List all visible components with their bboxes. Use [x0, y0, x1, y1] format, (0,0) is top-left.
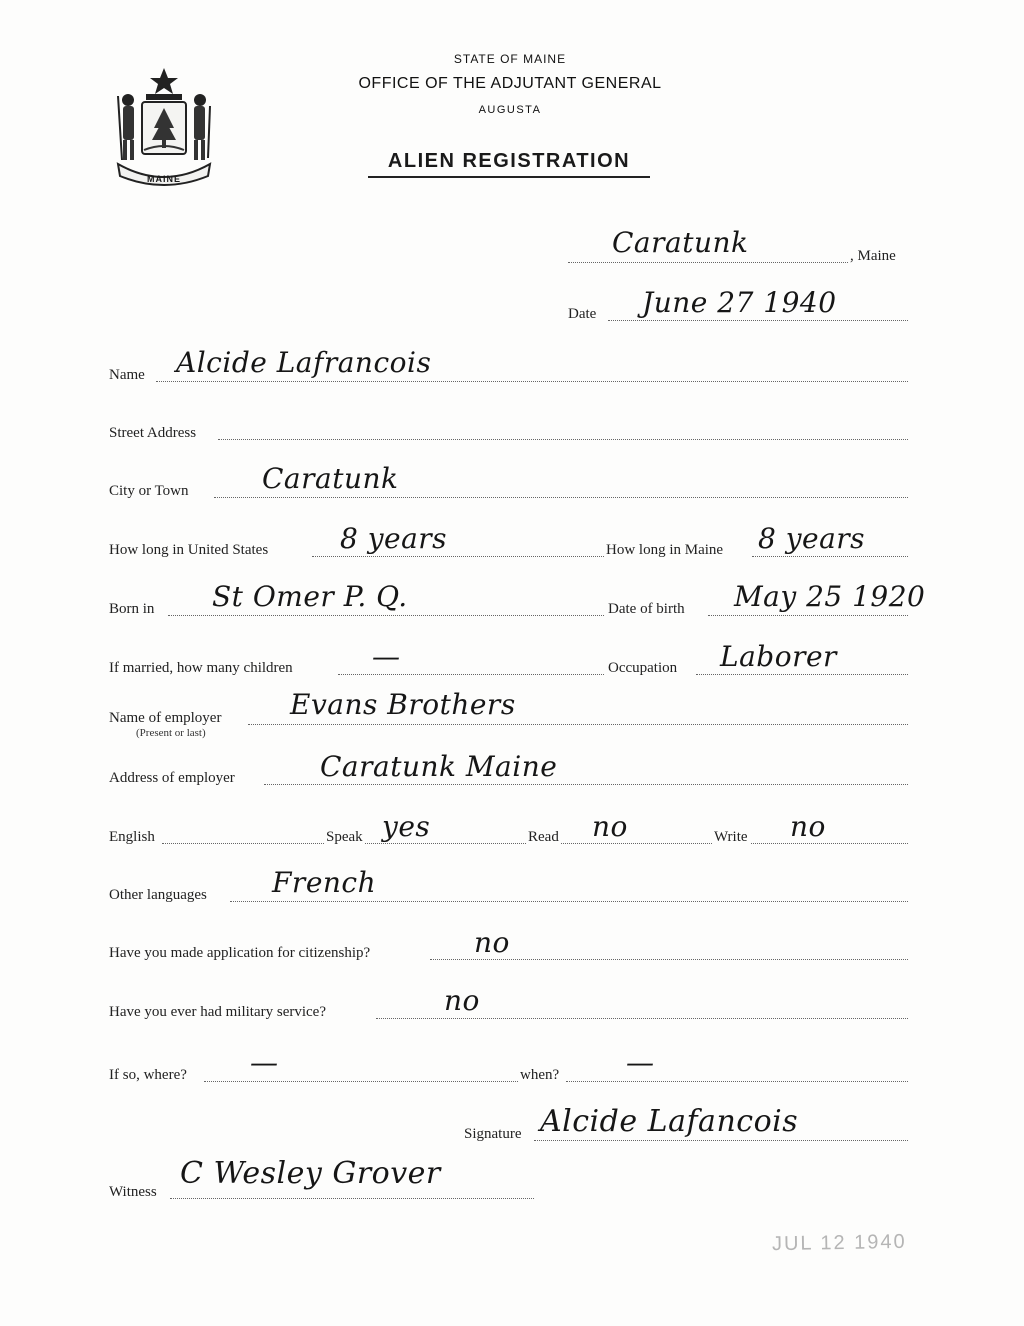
dob-label: Date of birth [608, 601, 685, 617]
employer-value[interactable]: Evans Brothers [290, 688, 516, 721]
military-label: Have you ever had military service? [109, 1004, 326, 1020]
read-value[interactable]: no [592, 810, 628, 843]
military-value[interactable]: no [444, 984, 480, 1017]
name-label: Name [109, 367, 145, 383]
employer-address-value[interactable]: Caratunk Maine [320, 750, 558, 783]
when-line [566, 1081, 908, 1082]
speak-value[interactable]: yes [382, 810, 431, 843]
place-line [568, 262, 848, 263]
state-heading: STATE OF MAINE [453, 52, 567, 66]
languages-line [230, 901, 908, 902]
city-heading: AUGUSTA [478, 104, 542, 116]
born-in-label: Born in [109, 601, 155, 617]
write-label: Write [714, 829, 748, 845]
where-value[interactable]: — [250, 1046, 279, 1079]
form-title: ALIEN REGISTRATION [368, 150, 650, 178]
write-value[interactable]: no [790, 810, 826, 843]
name-line [156, 381, 908, 382]
date-line [608, 320, 908, 321]
date-label: Date [568, 306, 597, 322]
signature-line [534, 1140, 908, 1141]
city-label: City or Town [109, 483, 189, 499]
languages-value[interactable]: French [272, 866, 377, 899]
citizenship-label: Have you made application for citizenship? [109, 945, 371, 961]
city-line [214, 497, 908, 498]
witness-line [170, 1198, 534, 1199]
dob-value[interactable]: May 25 1920 [734, 580, 926, 613]
us-years-label: How long in United States [109, 542, 269, 558]
name-value[interactable]: Alcide Lafrancois [176, 346, 432, 379]
children-line [338, 674, 604, 675]
maine-state-seal-icon [110, 66, 218, 190]
street-line [218, 439, 908, 440]
children-value[interactable]: — [372, 640, 401, 673]
english-label: English [109, 829, 155, 845]
seal-label: MAINE [147, 174, 181, 184]
place-value[interactable]: Caratunk [612, 226, 749, 259]
occupation-label: Occupation [608, 660, 678, 676]
occupation-value[interactable]: Laborer [720, 640, 837, 673]
signature-label: Signature [464, 1126, 522, 1142]
us-years-line [312, 556, 604, 557]
employer-address-line [264, 784, 908, 785]
where-label: If so, where? [109, 1067, 187, 1083]
received-stamp: JUL 12 1940 [771, 1230, 907, 1256]
employer-label: Name of employer [109, 710, 222, 726]
employer-line [248, 724, 908, 725]
office-heading: OFFICE OF THE ADJUTANT GENERAL [358, 75, 662, 92]
when-label: when? [520, 1067, 560, 1083]
read-label: Read [528, 829, 559, 845]
witness-label: Witness [109, 1184, 157, 1200]
employer-sublabel: (Present or last) [136, 727, 206, 739]
us-years-value[interactable]: 8 years [340, 522, 448, 555]
occupation-line [696, 674, 908, 675]
when-value[interactable]: — [626, 1046, 655, 1079]
maine-label: , Maine [850, 248, 896, 264]
employer-address-label: Address of employer [109, 770, 235, 786]
witness-value[interactable]: C Wesley Grover [180, 1156, 441, 1191]
speak-label: Speak [326, 829, 363, 845]
citizenship-value[interactable]: no [474, 926, 510, 959]
languages-label: Other languages [109, 887, 207, 903]
street-label: Street Address [109, 425, 197, 441]
born-in-line [168, 615, 604, 616]
citizenship-line [430, 959, 908, 960]
date-value[interactable]: June 27 1940 [642, 286, 837, 319]
children-label: If married, how many children [109, 660, 293, 676]
city-value[interactable]: Caratunk [262, 462, 399, 495]
maine-years-line [752, 556, 908, 557]
maine-years-label: How long in Maine [606, 542, 724, 558]
where-line [204, 1081, 518, 1082]
military-line [376, 1018, 908, 1019]
dob-line [708, 615, 908, 616]
maine-years-value[interactable]: 8 years [758, 522, 866, 555]
born-in-value[interactable]: St Omer P. Q. [212, 580, 408, 613]
signature-value[interactable]: Alcide Lafancois [540, 1104, 799, 1139]
